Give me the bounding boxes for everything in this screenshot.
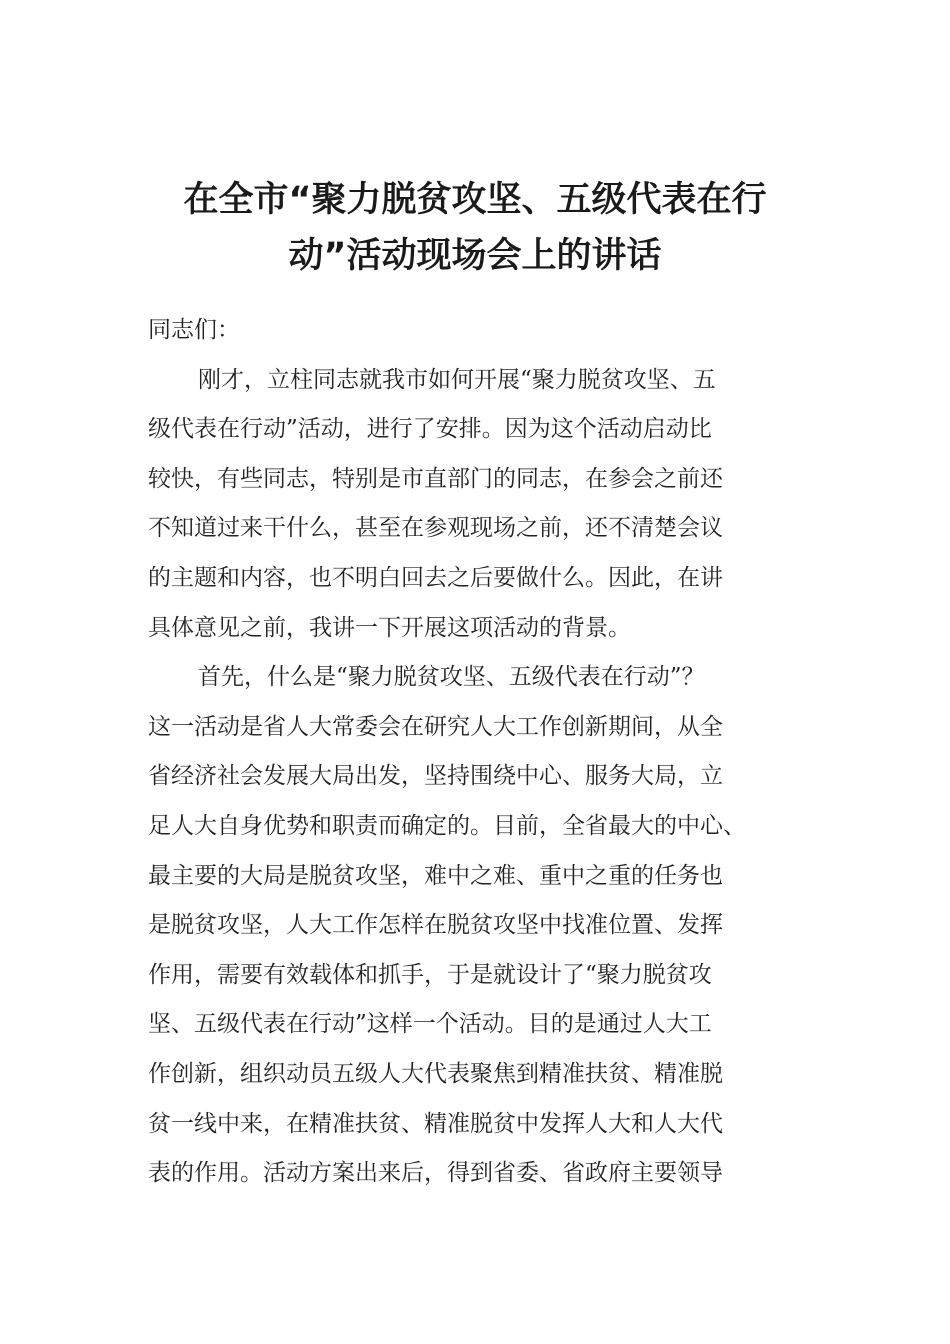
paragraph-line: 刚才，立柱同志就我市如何开展“聚力脱贫攻坚、五	[198, 366, 716, 393]
paragraph-2	[148, 653, 808, 1199]
paragraph-line: 的主题和内容，也不明白回去之后要做什么。因此，在讲	[148, 564, 723, 591]
paragraph-line: 不知道过来干什么，甚至在参观现场之前，还不清楚会议	[148, 515, 723, 542]
salutation: 同志们：	[148, 317, 240, 343]
title-line: 在全市“聚力脱贫攻坚、五级代表在行	[183, 180, 767, 220]
document-title	[120, 172, 830, 284]
paragraph-line: 表的作用。活动方案出来后，得到省委、省政府主要领导	[148, 1160, 723, 1187]
paragraph-line: 最主要的大局是脱贫攻坚，难中之难、重中之重的任务也	[148, 862, 723, 889]
paragraph-line: 具体意见之前，我讲一下开展这项活动的背景。	[148, 614, 631, 641]
paragraph-line: 首先，什么是“聚力脱贫攻坚、五级代表在行动”？	[198, 664, 705, 691]
paragraph-line: 这一活动是省人大常委会在研究人大工作创新期间，从全	[148, 713, 723, 740]
paragraph-line: 作用，需要有效载体和抓手，于是就设计了“聚力脱贫攻	[148, 961, 712, 988]
document-body	[148, 306, 808, 1199]
paragraph-line: 较快，有些同志，特别是市直部门的同志，在参会之前还	[148, 465, 723, 492]
paragraph-1	[148, 356, 808, 654]
paragraph-line: 省经济社会发展大局出发，坚持围绕中心、服务大局，立	[148, 763, 723, 790]
paragraph-line: 作创新，组织动员五级人大代表聚焦到精准扶贫、精准脱	[148, 1060, 723, 1087]
paragraph-line: 是脱贫攻坚，人大工作怎样在脱贫攻坚中找准位置、发挥	[148, 912, 723, 939]
title-line: 动”活动现场会上的讲话	[288, 236, 662, 276]
paragraph-line: 级代表在行动”活动，进行了安排。因为这个活动启动比	[148, 416, 712, 443]
paragraph-line: 足人大自身优势和职责而确定的。目前，全省最大的中心、	[148, 812, 746, 839]
paragraph-line: 坚、五级代表在行动”这样一个活动。目的是通过人大工	[148, 1011, 712, 1038]
paragraph-line: 贫一线中来，在精准扶贫、精准脱贫中发挥人大和人大代	[148, 1110, 723, 1137]
